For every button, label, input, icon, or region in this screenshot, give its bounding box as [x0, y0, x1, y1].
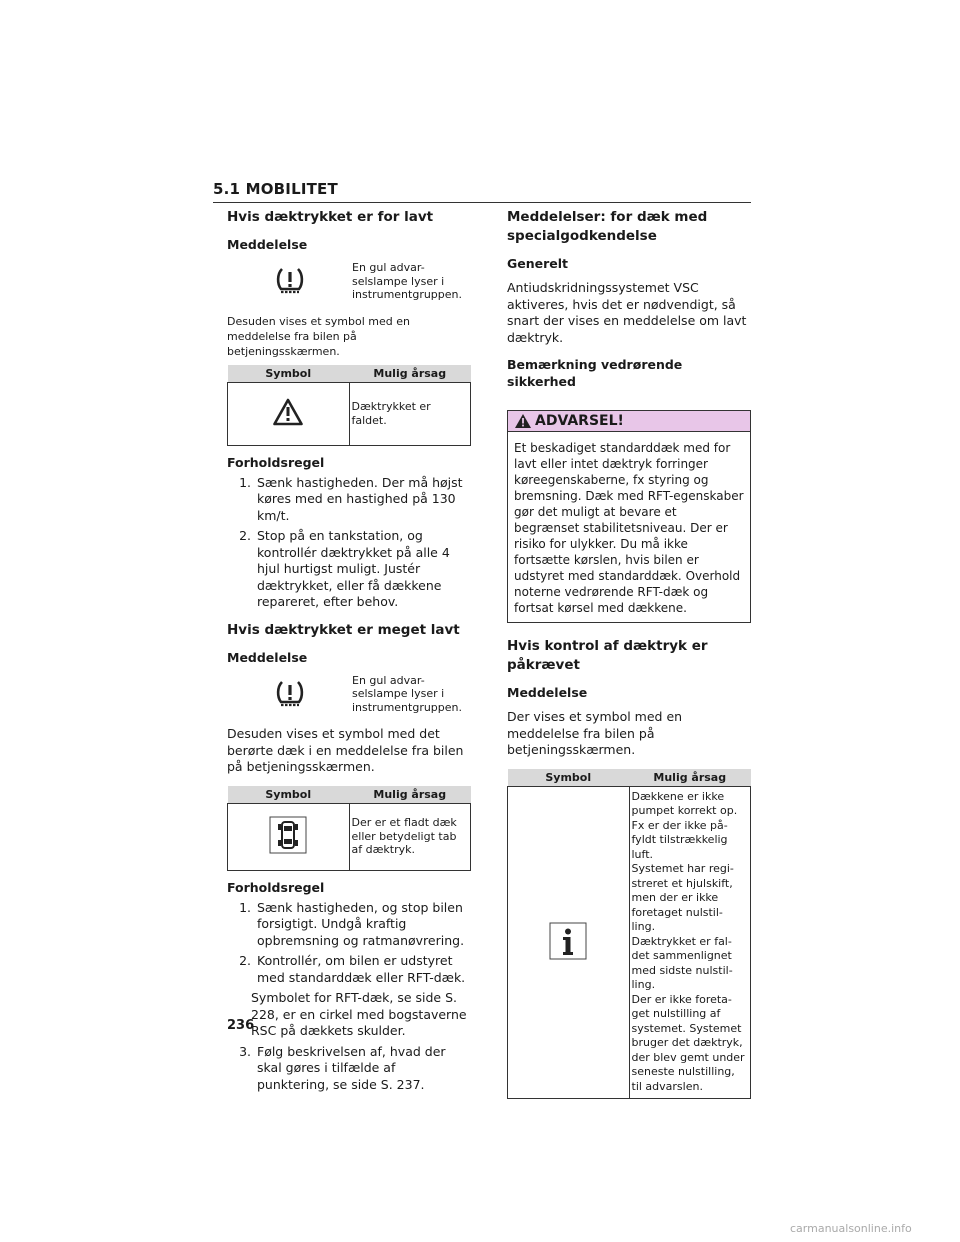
- section-title-special-tires: Meddelelser: for dæk med specialgodkendelse: [507, 209, 708, 244]
- table-row: [508, 786, 751, 1099]
- subheading-precaution: Forholdsregel: [227, 879, 325, 895]
- subheading-message: Meddelelse: [227, 649, 308, 665]
- step-number: 3.: [239, 1043, 251, 1059]
- paragraph-symbol-info: Desuden vises et symbol med en meddelelse fra bilen på betjeningsskærmen.: [227, 314, 410, 358]
- col-symbol: Symbol: [508, 769, 630, 787]
- subheading-message: Meddelelse: [227, 237, 308, 252]
- warning-lamp-note: [227, 261, 471, 302]
- step-text: Sænk hastigheden. Der må højst køres med en hastighed på 130 km/t.: [257, 474, 463, 523]
- col-symbol: Symbol: [228, 365, 350, 383]
- step-number: 2.: [239, 953, 251, 968]
- lamp-note-text: En gul advar- selslampe lyser i instrumentgruppen.: [352, 673, 463, 714]
- tpms-lamp-icon: [227, 261, 352, 295]
- warning-lamp-note: [227, 674, 471, 715]
- symbol-table-low: [227, 365, 471, 446]
- cause-text: Der er et fladt dæk eller betydeligt tab af dæktryk.: [349, 803, 471, 870]
- right-column: [507, 208, 751, 1107]
- step-number: 1.: [239, 474, 251, 490]
- section-title-low-pressure: Hvis dæktrykket er for lavt: [227, 209, 434, 225]
- info-icon: [508, 786, 630, 1099]
- col-cause: Mulig årsag: [629, 769, 751, 787]
- warning-text: Et beskadiget standarddæk med for lavt eller intet dæktryk forringer køreegenskaberne, fx styring og bremsning. Dæk med RFT-egenskaber gør det muligt at bevare et begrænset stabilitetsniveau. Der er risiko for ulykker. Du må ikke fortsætte kørslen, hvis bilen er udstyret med standarddæk. Overhold noterne vedrørende RFT-dæk og fortsat kørsel med dækkene.: [514, 441, 744, 615]
- step-number: 2.: [239, 528, 251, 543]
- symbol-table-check: [507, 769, 751, 1100]
- subheading-precaution: Forholdsregel: [227, 454, 325, 470]
- list-item: [227, 953, 471, 986]
- left-column: [227, 208, 471, 1103]
- step-text: Stop på en tankstation, og kontrollér dæktrykket på alle 4 hjul hurtigst muligt. Justér dæktrykket, eller få dækkene repareret, efter behov.: [257, 528, 450, 609]
- step-text: Sænk hastigheden, og stop bilen forsigtigt. Undgå kraftig opbremsning og ratmanøvrering.: [257, 899, 465, 948]
- tpms-lamp-icon: [227, 674, 352, 708]
- step-text: Følg beskrivelsen af, hvad der skal gøres i tilfælde af punktering, se side S. 237.: [257, 1043, 446, 1092]
- warning-box: [507, 410, 751, 623]
- col-cause: Mulig årsag: [349, 786, 471, 804]
- warning-header: [508, 411, 750, 432]
- paragraph-vsc: Antiudskridningssystemet VSC aktiveres, hvis det er nødvendigt, så snart der vises en meddelelse om lavt dæktryk.: [507, 280, 747, 345]
- page-number: 236: [227, 1018, 255, 1033]
- car-tire-icon: [228, 803, 350, 870]
- warning-triangle-icon: [514, 413, 532, 429]
- step-note: Symbolet for RFT-dæk, se side S. 228, er en cirkel med bogstaverne RSC på dækkets skulder.: [251, 990, 467, 1038]
- subheading-general: Generelt: [507, 256, 569, 271]
- section-header: [213, 180, 751, 203]
- list-item: [227, 1044, 471, 1094]
- cause-text: Dækkene er ikke pumpet korrekt op. Fx er der ikke på- fyldt tilstrækkelig luft. Systemet har regi- streret et hjulskift, men der er ikke foretaget nulstil- ling. Dæktrykket er fal- det sammenlignet med sidste nulstil- ling. Der er ikke foreta- get nulstilling af systemet. Systemet bruger det dæktryk, der blev gemt under seneste nulstilling, til advarslen.: [629, 786, 751, 1099]
- list-item: [227, 528, 471, 611]
- table-row: [228, 803, 471, 870]
- list-item: [227, 475, 471, 525]
- step-number: 1.: [239, 899, 251, 915]
- table-row: [228, 382, 471, 445]
- symbol-table-very-low: [227, 786, 471, 871]
- subheading-safety: Bemærkning vedrørende sikkerhed: [507, 357, 683, 389]
- col-cause: Mulig årsag: [349, 365, 471, 383]
- cause-text: Dæktrykket er faldet.: [349, 382, 471, 445]
- list-item: [227, 900, 471, 950]
- paragraph-symbol-info: Der vises et symbol med en meddelelse fra bilen på betjeningsskærmen.: [507, 709, 683, 757]
- section-title-check-required: Hvis kontrol af dæktryk er påkrævet: [507, 638, 708, 673]
- watermark: carmanualsonline.info: [790, 1222, 912, 1235]
- section-title-very-low: Hvis dæktrykket er meget lavt: [227, 621, 460, 638]
- paragraph-symbol-info: Desuden vises et symbol med det berørte dæk i en meddelelse fra bilen på betjeningsskærmen.: [227, 726, 464, 774]
- lamp-note-text: En gul advar- selslampe lyser i instrumentgruppen.: [352, 261, 463, 301]
- step-text: Kontrollér, om bilen er udstyret med standarddæk eller RFT-dæk.: [257, 953, 466, 985]
- warning-triangle-icon: [228, 382, 350, 445]
- precaution-steps-1: [227, 475, 471, 611]
- precaution-steps-2: [227, 900, 471, 1094]
- col-symbol: Symbol: [228, 786, 350, 804]
- subheading-message: Meddelelse: [507, 685, 588, 700]
- warning-title: ADVARSEL!: [535, 413, 624, 429]
- section-title: 5.1 MOBILITET: [213, 180, 338, 198]
